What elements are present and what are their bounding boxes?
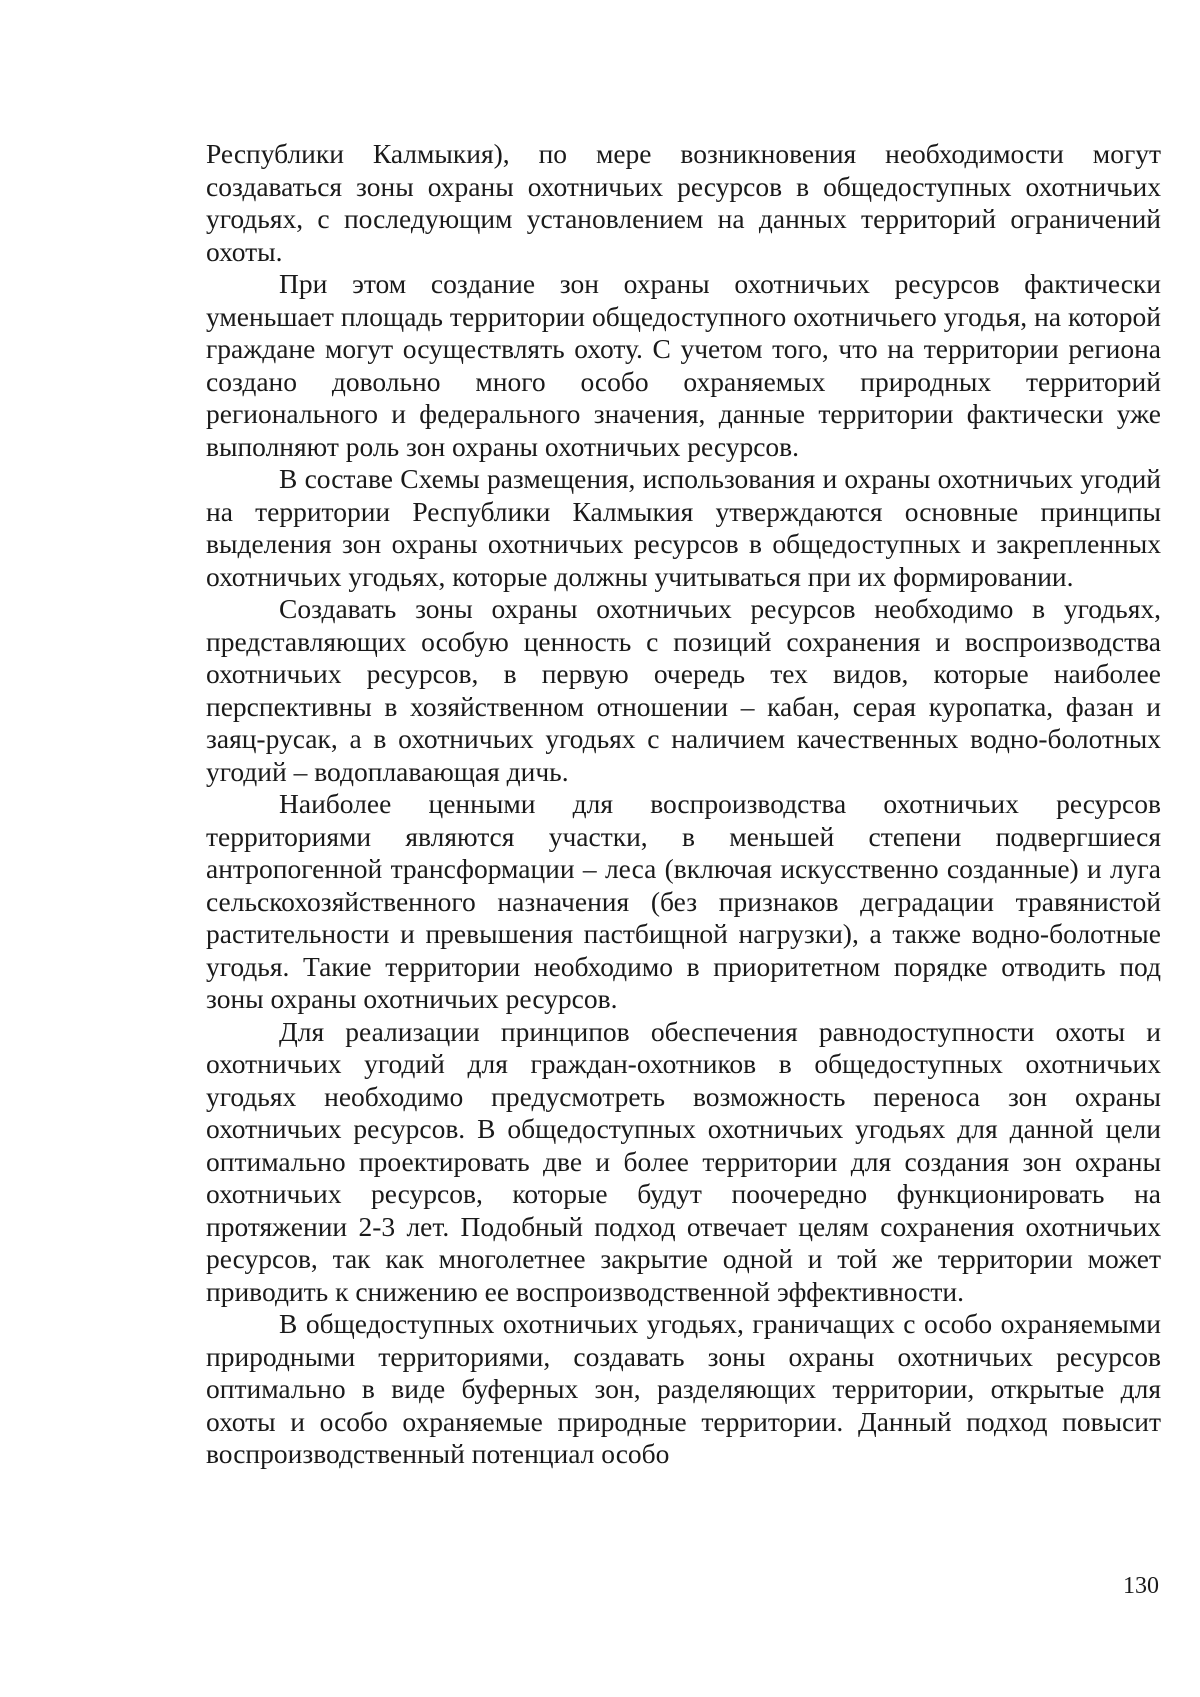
body-text bbox=[206, 138, 1161, 1471]
paragraph-continuation: Республики Калмыкия), по мере возникновения необходимости могут создаваться зоны охраны охотничьих ресурсов в общедоступных охотничьих угодьях, с последующим установлением на данных территорий ограничений охоты. bbox=[206, 138, 1161, 267]
paragraph: Создавать зоны охраны охотничьих ресурсов необходимо в угодьях, представляющих особую ценность с позиций сохранения и воспроизводства охотничьих ресурсов, в первую очередь тех видов, которые наиболее перспективны в хозяйственном отношении – кабан, серая куропатка, фазан и заяц-русак, а в охотничьих угодьях с наличием качественных водно-болотных угодий – водоплавающая дичь. bbox=[206, 593, 1161, 787]
paragraph: В составе Схемы размещения, использования и охраны охотничьих угодий на территории Республики Калмыкия утверждаются основные принципы выделения зон охраны охотничьих ресурсов в общедоступных и закрепленных охотничьих угодьях, которые должны учитываться при их формировании. bbox=[206, 463, 1161, 592]
paragraph: В общедоступных охотничьих угодьях, граничащих с особо охраняемыми природными территориями, создавать зоны охраны охотничьих ресурсов оптимально в виде буферных зон, разделяющих территории, открытые для охоты и особо охраняемые природные территории. Данный подход повысит воспроизводственный потенциал особо bbox=[206, 1308, 1161, 1469]
paragraph: При этом создание зон охраны охотничьих ресурсов фактически уменьшает площадь территории общедоступного охотничьего угодья, на которой граждане могут осуществлять охоту. С учетом того, что на территории региона создано довольно много особо охраняемых природных территорий регионального и федерального значения, данные территории фактически уже выполняют роль зон охраны охотничьих ресурсов. bbox=[206, 268, 1161, 462]
page-number: 130 bbox=[1123, 1573, 1159, 1599]
paragraph: Наиболее ценными для воспроизводства охотничьих ресурсов территориями являются участки, в меньшей степени подвергшиеся антропогенной трансформации – леса (включая искусственно созданные) и луга сельскохозяйственного назначения (без признаков деградации травянистой растительности и превышения пастбищной нагрузки), а также водно-болотные угодья. Такие территории необходимо в приоритетном порядке отводить под зоны охраны охотничьих ресурсов. bbox=[206, 788, 1161, 1014]
paragraph: Для реализации принципов обеспечения равнодоступности охоты и охотничьих угодий для граждан-охотников в общедоступных охотничьих угодьях необходимо предусмотреть возможность переноса зон охраны охотничьих ресурсов. В общедоступных охотничьих угодьях для данной цели оптимально проектировать две и более территории для создания зон охраны охотничьих ресурсов, которые будут поочередно функционировать на протяжении 2-3 лет. Подобный подход отвечает целям сохранения охотничьих ресурсов, так как многолетнее закрытие одной и той же территории может приводить к снижению ее воспроизводственной эффективности. bbox=[206, 1015, 1161, 1307]
